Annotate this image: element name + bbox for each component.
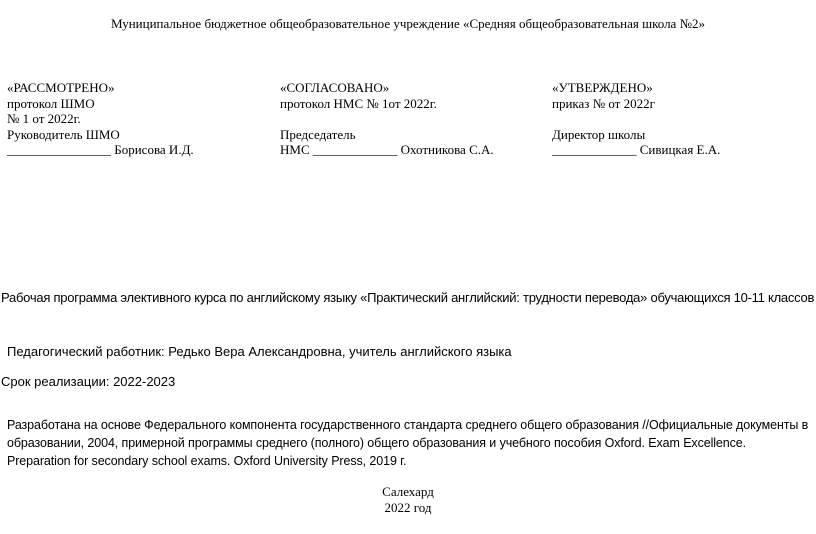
approved-signature: _____________ Сивицкая Е.А. xyxy=(552,142,721,157)
agreed-signature: НМС _____________ Охотникова С.А. xyxy=(280,142,494,157)
approved-order: приказ № от 2022г xyxy=(552,95,655,111)
basis-line-3: Preparation for secondary school exams. Oxford University Press, 2019 г. xyxy=(7,454,407,468)
footer-city: Салехард xyxy=(382,484,434,499)
agreed-title: «СОГЛАСОВАНО» xyxy=(280,80,390,95)
approval-approved xyxy=(552,80,720,158)
approval-considered xyxy=(7,80,194,158)
approval-agreed xyxy=(280,80,494,158)
basis-line-1: Разработана на основе Федерального компонента государственного стандарта среднего общего образования //Официальные документы в xyxy=(7,418,809,432)
basis-paragraph xyxy=(7,416,808,470)
considered-number: № 1 от 2022г. xyxy=(7,111,81,126)
institution-header: Муниципальное бюджетное общеобразовательное учреждение «Средняя общеобразовательная школа №2» xyxy=(110,16,705,31)
approved-title: «УТВЕРЖДЕНО» xyxy=(552,80,653,95)
considered-signature: ________________ Борисова И.Д. xyxy=(7,142,194,157)
agreed-role: Председатель xyxy=(280,126,356,142)
term-line: Срок реализации: 2022-2023 xyxy=(1,374,176,389)
considered-title: «РАССМОТРЕНО» xyxy=(7,80,115,95)
teacher-line: Педагогический работник: Редько Вера Александровна, учитель английского языка xyxy=(7,344,512,359)
footer xyxy=(0,484,816,516)
agreed-protocol: протокол НМС № 1от 2022г. xyxy=(280,95,437,111)
agreed-empty xyxy=(280,111,494,127)
approved-role: Директор школы xyxy=(552,126,646,142)
considered-protocol: протокол ШМО xyxy=(7,95,95,111)
basis-line-2: образовании, 2004, примерной программы среднего (полного) общего образования и учебного пособия Oxford. Exam Excellence. xyxy=(7,436,747,450)
footer-year: 2022 год xyxy=(384,500,432,515)
considered-role: Руководитель ШМО xyxy=(7,126,120,142)
program-title: Рабочая программа элективного курса по английскому языку «Практический английский: трудности перевода» обучающихся 10-11 классов xyxy=(1,290,815,305)
approved-empty xyxy=(552,111,720,127)
